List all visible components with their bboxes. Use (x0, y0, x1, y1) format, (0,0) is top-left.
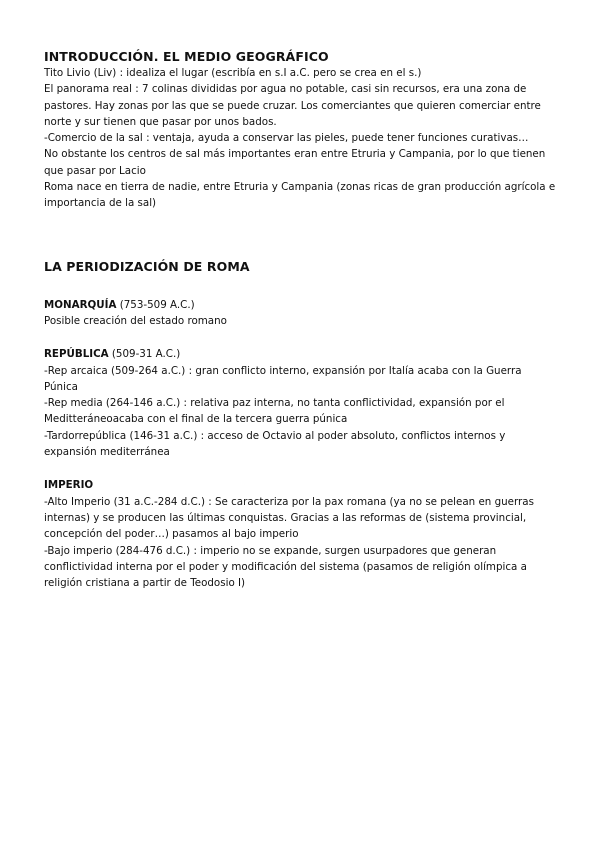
imperio-heading (44, 477, 556, 493)
intro-line: -Comercio de la sal : ventaja, ayuda a conservar las pieles, puede tener funciones curativas… (44, 132, 529, 145)
intro-heading: INTRODUCCIÓN. EL MEDIO GEOGRÁFICO (44, 49, 329, 64)
monarquia-line: Posible creación del estado romano (44, 314, 227, 327)
imperio-line: -Bajo imperio (284-476 d.C.) : imperio no se expande, surgen usurpadores que generan conflictividad interna por el poder y modificación del sistema (pasamos de religión olímpica a religión cristiana a partir de Teodosio I) (44, 544, 527, 590)
monarquia-heading (44, 297, 556, 313)
intro-line: No obstante los centros de sal más importantes eran entre Etruria y Campania, por lo que tienen que pasar por Lacio (44, 148, 546, 177)
republica-heading (44, 346, 556, 362)
monarquia-title: MONARQUÍA (44, 298, 117, 311)
republica-line: -Rep media (264-146 a.C.) : relativa paz interna, no tanta conflictividad, expansión por el Meditteráneoacaba con el final de la tercera guerra púnica (44, 397, 505, 426)
republica-line: -Tardorrepública (146-31 a.C.) : acceso de Octavio al poder absoluto, conflictos internos y expansión mediterránea (44, 429, 506, 459)
periodizacion-heading: LA PERIODIZACIÓN DE ROMA (44, 258, 250, 274)
document-page (44, 48, 556, 591)
republica-title: REPÚBLICA (44, 348, 109, 361)
imperio-line: -Alto Imperio (31 a.C.-284 d.C.) : Se caracteriza por la pax romana (ya no se pelean en guerras internas) y se producen las últimas conquistas. Gracias a las reformas de (sistema provincial, concepción del poder…) pasamos al bajo imperio (44, 495, 534, 541)
republica-line: -Rep arcaica (509-264 a.C.) : gran conflicto interno, expansión por Italía acaba con la Guerra Púnica (44, 364, 522, 393)
intro-line: El panorama real : 7 colinas divididas por agua no potable, casi sin recursos, era una zona de pastores. Hay zonas por las que se puede cruzar. Los comerciantes que quieren comerciar entre norte y sur tienen que pasar por unos bados. (44, 83, 541, 128)
intro-line: Roma nace en tierra de nadie, entre Etruria y Campania (zonas ricas de gran producción agrícola e importancia de la sal) (44, 181, 556, 210)
republica-dates: (509-31 A.C.) (108, 348, 181, 361)
monarquia-dates: (753-509 A.C.) (116, 298, 195, 311)
intro-line: Tito Livio (Liv) : idealiza el lugar (escribía en s.I a.C. pero se crea en el s.) (44, 67, 422, 79)
imperio-title: IMPERIO (44, 479, 94, 492)
